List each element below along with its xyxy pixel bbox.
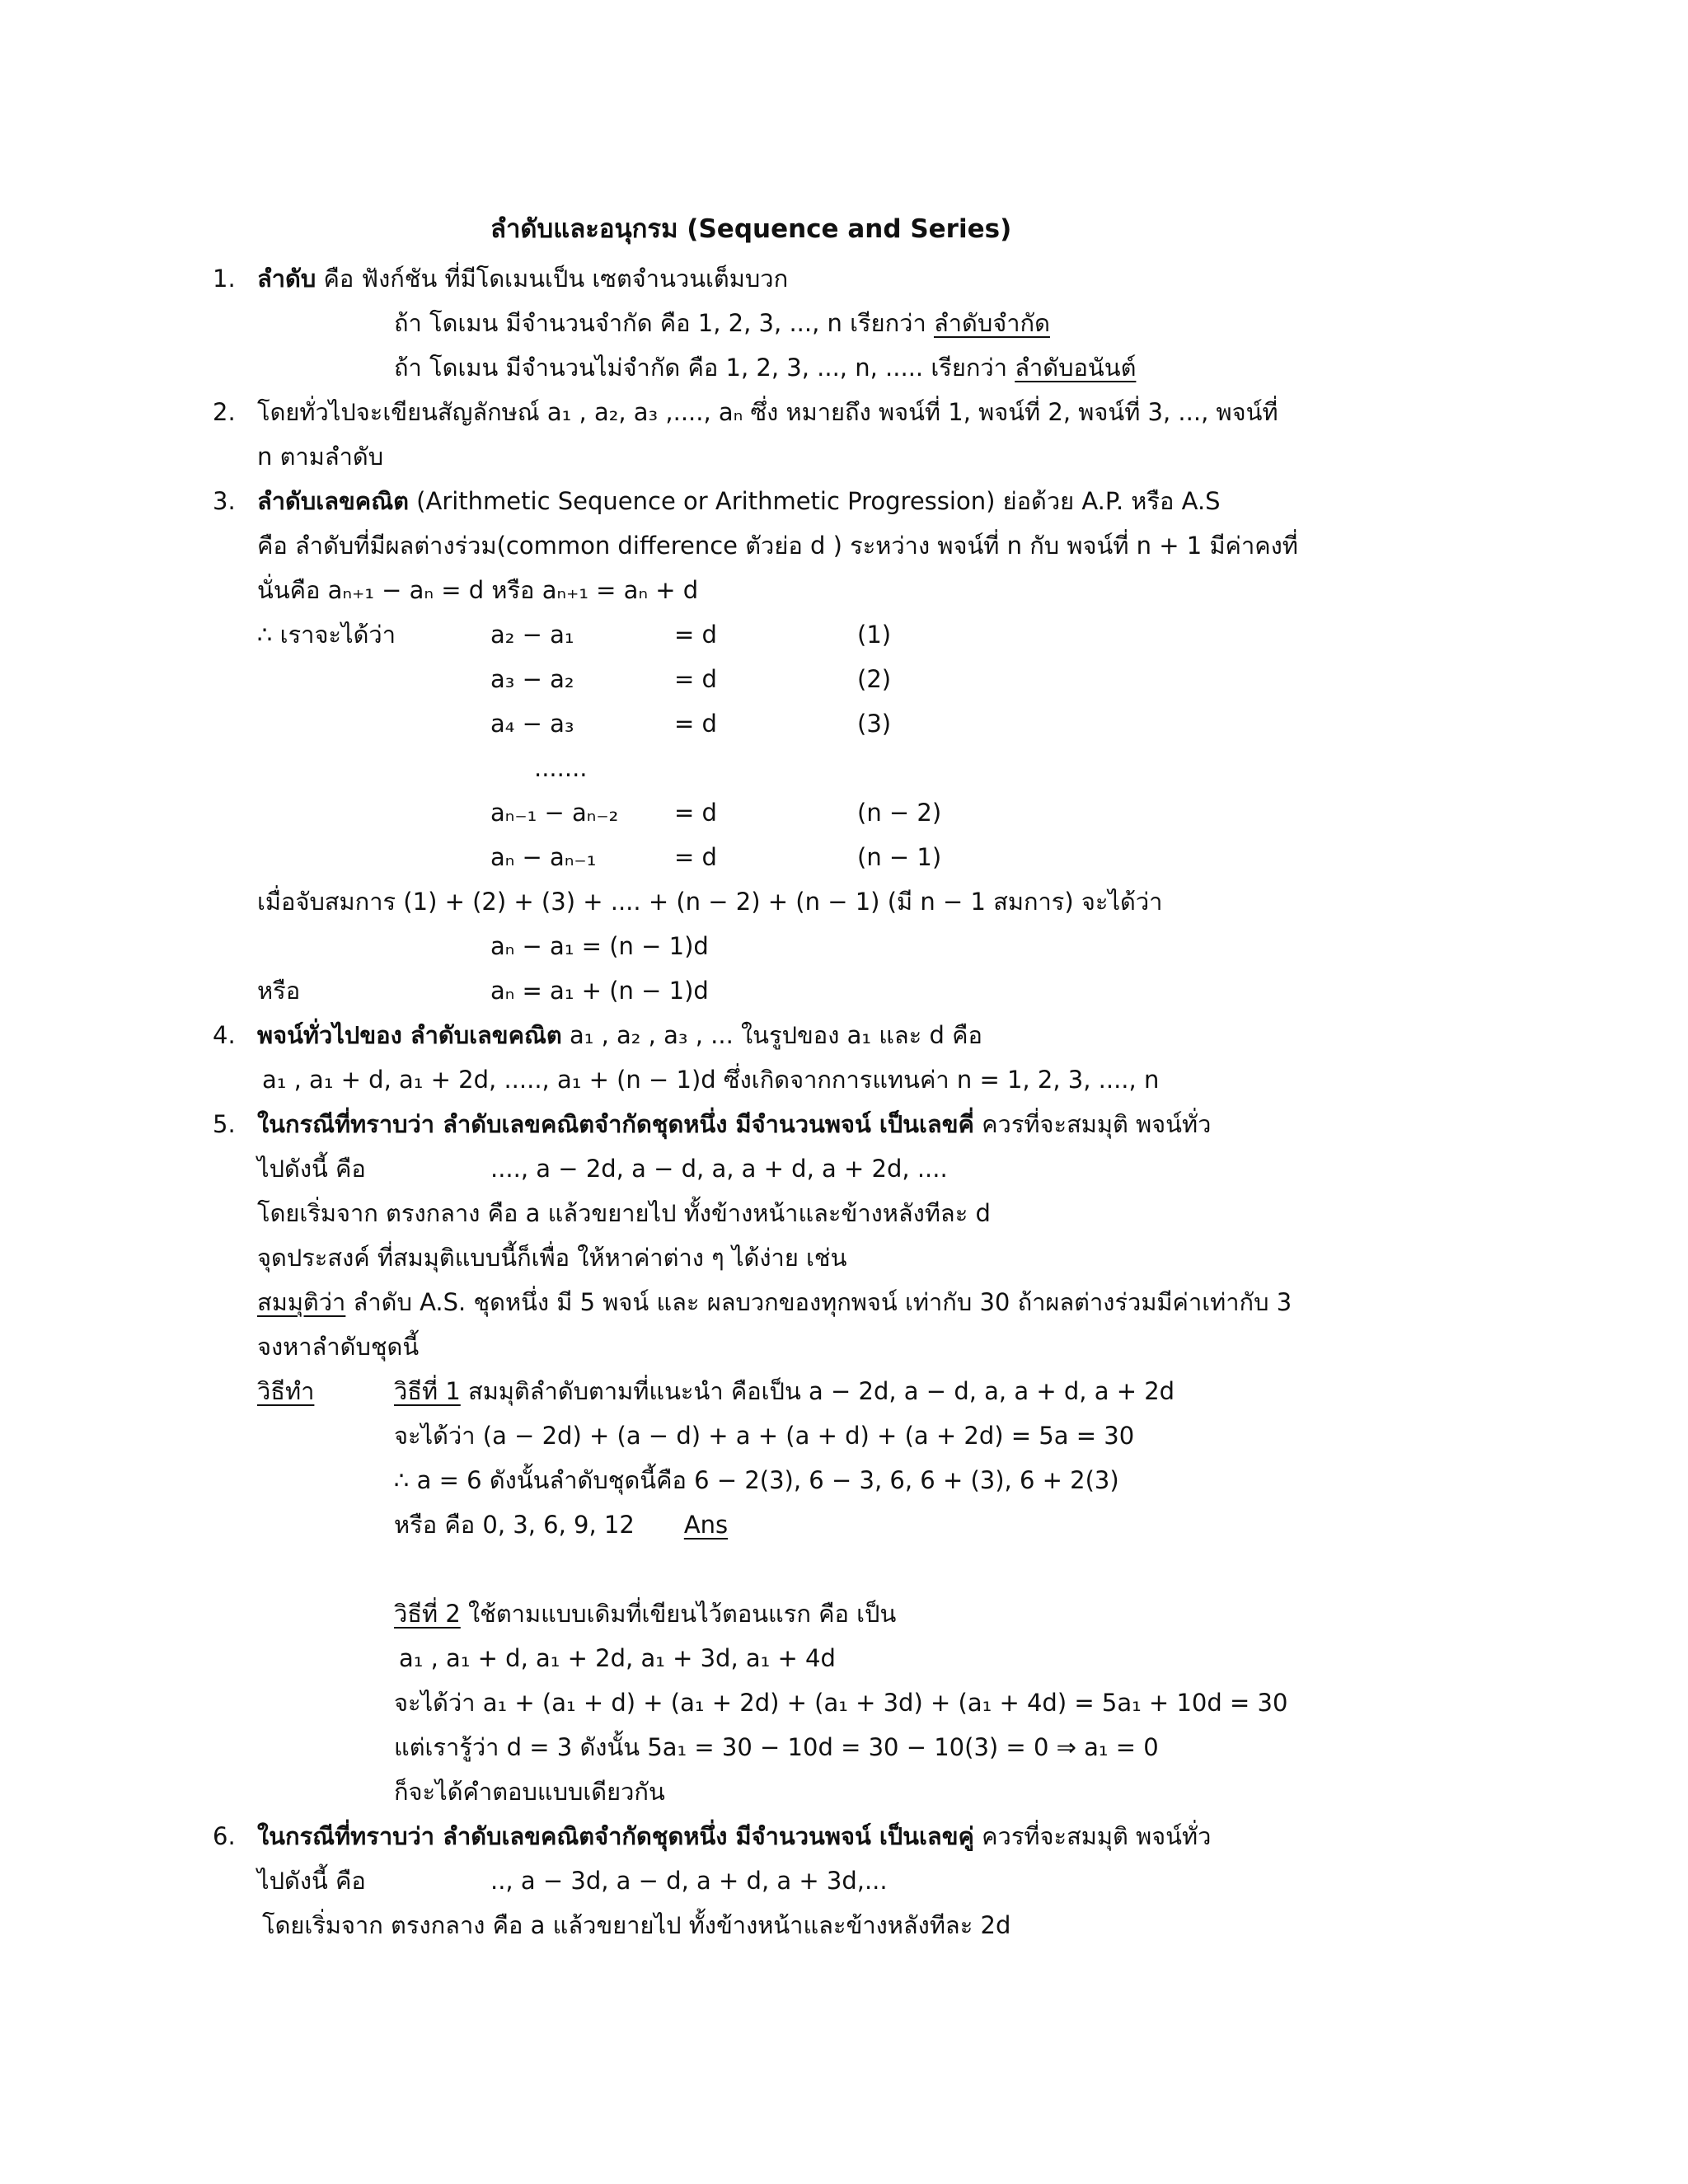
even-case-sequence: .., a − 3d, a − d, a + d, a + 3d,... — [490, 1867, 888, 1895]
eq-lhs: a₃ − a₂ — [490, 665, 574, 693]
method-1-line-3: ∴ a = 6 ดังนั้นลำดับชุดนี้คือ 6 − 2(3), 6 − 3, 6, 6 + (3), 6 + 2(3) — [394, 1466, 1119, 1494]
item-6-line-1 — [257, 1820, 1211, 1853]
bold-term: ลำดับเลขคณิต — [257, 487, 409, 515]
eq-lhs: a₂ − a₁ — [490, 621, 574, 649]
method-1-line-2: จะได้ว่า (a − 2d) + (a − d) + a + (a + d) + (a + 2d) = 5a = 30 — [394, 1422, 1135, 1450]
text: ใช้ตามแบบเดิมที่เขียนไว้ตอนแรก คือ เป็น — [460, 1600, 897, 1628]
item-number: 4. — [213, 1021, 236, 1049]
odd-case-label: ไปดังนี้ คือ — [257, 1155, 366, 1183]
ellipsis: ....... — [534, 754, 588, 782]
method-2-line-2: a₁ , a₁ + d, a₁ + 2d, a₁ + 3d, a₁ + 4d — [399, 1644, 836, 1672]
underlined-term: ลำดับจำกัด — [933, 309, 1050, 337]
item-1-line-3 — [394, 351, 1136, 384]
page-title: ลำดับและอนุกรม (Sequence and Series) — [490, 214, 1012, 244]
bold-term: ในกรณีที่ทราบว่า ลำดับเลขคณิตจำกัดชุดหนึ่ง มีจำนวนพจน์ เป็นเลขคู่ — [257, 1822, 974, 1850]
text: ควรที่จะสมมุติ พจน์ทั่ว — [973, 1822, 1212, 1850]
text: a₁ , a₂ , a₃ , ... ในรูปของ a₁ และ d คือ — [561, 1021, 982, 1049]
text: หรือ คือ 0, 3, 6, 9, 12 — [394, 1511, 635, 1539]
item-5-line-1 — [257, 1108, 1211, 1141]
eq-lhs: aₙ − aₙ₋₁ — [490, 843, 597, 871]
text: (Arithmetic Sequence or Arithmetic Progression) ย่อด้วย A.P. หรือ A.S — [408, 487, 1221, 515]
method-2-line-1 — [394, 1597, 896, 1630]
example-line-1 — [257, 1286, 1292, 1319]
bold-term: พจน์ทั่วไปของ ลำดับเลขคณิต — [257, 1021, 562, 1049]
item-number: 2. — [213, 398, 236, 426]
even-case-line-2: โดยเริ่มจาก ตรงกลาง คือ a แล้วขยายไป ทั้งข้างหน้าและข้างหลังทีละ 2d — [262, 1911, 1011, 1939]
eq-rhs: = d — [674, 621, 717, 649]
example-label: สมมุติว่า — [257, 1288, 346, 1316]
eq-rhs: = d — [674, 799, 717, 827]
even-case-label: ไปดังนี้ คือ — [257, 1867, 366, 1895]
item-1-line-2 — [394, 307, 1050, 340]
item-number: 1. — [213, 265, 236, 293]
bold-term: ในกรณีที่ทราบว่า ลำดับเลขคณิตจำกัดชุดหนึ่ง มีจำนวนพจน์ เป็นเลขคี่ — [257, 1110, 974, 1138]
item-4-line-1 — [257, 1019, 982, 1052]
derivation-intro: ∴ เราจะได้ว่า — [257, 621, 396, 649]
item-2-line-2: n ตามลำดับ — [257, 443, 384, 471]
text: ถ้า โดเมน มีจำนวนไม่จำกัด คือ 1, 2, 3, ..., n, ..... เรียกว่า — [394, 354, 1015, 382]
eq-tag: (3) — [857, 710, 892, 738]
method-label: วิธีที่ 2 — [394, 1600, 461, 1628]
result-2: aₙ = a₁ + (n − 1)d — [490, 977, 709, 1005]
eq-rhs: = d — [674, 843, 717, 871]
solution-label: วิธีทำ — [257, 1377, 315, 1405]
method-label: วิธีที่ 1 — [394, 1377, 461, 1405]
text: ถ้า โดเมน มีจำนวนจำกัด คือ 1, 2, 3, ..., n เรียกว่า — [394, 309, 934, 337]
item-3-line-3: นั่นคือ aₙ₊₁ − aₙ = d หรือ aₙ₊₁ = aₙ + d — [257, 576, 699, 604]
method-1-line-1 — [394, 1375, 1175, 1408]
text: สมมุติลำดับตามที่แนะนำ คือเป็น a − 2d, a − d, a, a + d, a + 2d — [460, 1377, 1175, 1405]
method-2-line-5: ก็จะได้คำตอบแบบเดียวกัน — [394, 1778, 665, 1806]
method-2-line-3: จะได้ว่า a₁ + (a₁ + d) + (a₁ + 2d) + (a₁ + 3d) + (a₁ + 4d) = 5a₁ + 10d = 30 — [394, 1689, 1288, 1717]
example-line-2: จงหาลำดับชุดนี้ — [257, 1333, 420, 1361]
underlined-term: ลำดับอนันต์ — [1015, 354, 1137, 382]
eq-tag: (n − 2) — [857, 799, 942, 827]
odd-case-sequence: ...., a − 2d, a − d, a, a + d, a + 2d, .... — [490, 1155, 948, 1183]
text: ควรที่จะสมมุติ พจน์ทั่ว — [973, 1110, 1212, 1138]
method-1-line-4 — [394, 1508, 728, 1541]
item-number: 5. — [213, 1110, 236, 1138]
text: คือ ฟังก์ชัน ที่มีโดเมนเป็น เซตจำนวนเต็มบวก — [316, 265, 789, 293]
item-number: 3. — [213, 487, 236, 515]
or-label: หรือ — [257, 977, 301, 1005]
item-4-line-2: a₁ , a₁ + d, a₁ + 2d, ....., a₁ + (n − 1)d ซึ่งเกิดจากการแทนค่า n = 1, 2, 3, ...., n — [262, 1066, 1160, 1094]
item-1-line-1 — [257, 262, 788, 295]
eq-lhs: a₄ − a₃ — [490, 710, 574, 738]
item-2-line-1: โดยทั่วไปจะเขียนสัญลักษณ์ a₁ , a₂, a₃ ,...., aₙ ซึ่ง หมายถึง พจน์ที่ 1, พจน์ที่ 2, พจน์ที่ 3, ..., พจน์ที่ — [257, 398, 1278, 426]
answer-label: Ans — [683, 1511, 729, 1539]
item-3-line-2: คือ ลำดับที่มีผลต่างร่วม(common difference ตัวย่อ d ) ระหว่าง พจน์ที่ n กับ พจน์ที่ n + 1 มีค่าคงที่ — [257, 532, 1298, 560]
odd-case-line-2: โดยเริ่มจาก ตรงกลาง คือ a แล้วขยายไป ทั้งข้างหน้าและข้างหลังทีละ d — [257, 1199, 991, 1227]
eq-tag: (n − 1) — [857, 843, 942, 871]
result-1: aₙ − a₁ = (n − 1)d — [490, 932, 709, 960]
eq-rhs: = d — [674, 665, 717, 693]
eq-rhs: = d — [674, 710, 717, 738]
eq-tag: (1) — [857, 621, 892, 649]
text: ลำดับ A.S. ชุดหนึ่ง มี 5 พจน์ และ ผลบวกของทุกพจน์ เท่ากับ 30 ถ้าผลต่างร่วมมีค่าเท่ากับ 3 — [345, 1288, 1292, 1316]
item-3-line-1 — [257, 485, 1221, 518]
eq-lhs: aₙ₋₁ − aₙ₋₂ — [490, 799, 619, 827]
sum-line: เมื่อจับสมการ (1) + (2) + (3) + .... + (n − 2) + (n − 1) (มี n − 1 สมการ) จะได้ว่า — [257, 888, 1163, 916]
item-number: 6. — [213, 1822, 236, 1850]
odd-case-line-3: จุดประสงค์ ที่สมมุติแบบนี้ก็เพื่อ ให้หาค่าต่าง ๆ ได้ง่าย เช่น — [257, 1244, 847, 1272]
method-2-line-4: แต่เรารู้ว่า d = 3 ดังนั้น 5a₁ = 30 − 10d = 30 − 10(3) = 0 ⇒ a₁ = 0 — [394, 1733, 1159, 1761]
bold-term: ลำดับ — [257, 265, 316, 293]
eq-tag: (2) — [857, 665, 892, 693]
